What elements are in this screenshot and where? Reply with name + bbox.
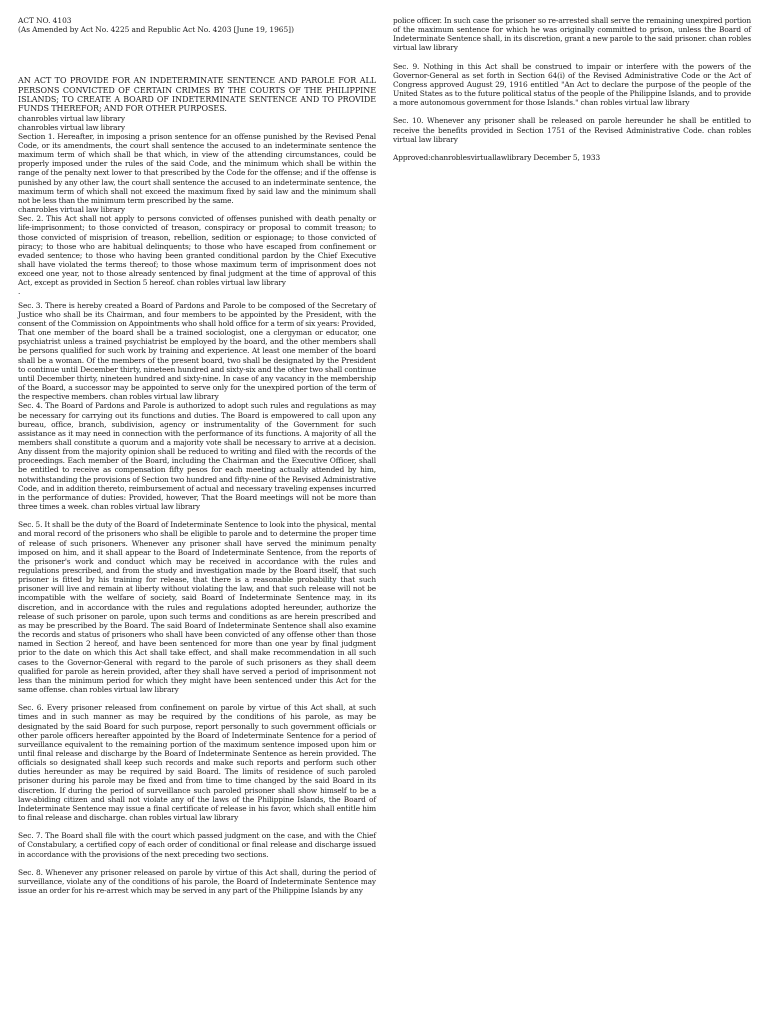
section-8-continued: police officer. In such case the prisoner so re-arrested shall serve the remaining unexpired portion of the maximum sentence for which he was originally committed to prison, unless the Board of Indeterminate Sentence shall, in its discretion, grant a new parole to the said prisoner. chan robles virtual law library <box>393 16 751 53</box>
stray-dot: . <box>18 287 21 297</box>
section-9: Sec. 9. Nothing in this Act shall be construed to impair or interfere with the powers of the Governor-General as set forth in Section 64(i) of the Revised Administrative Code or the Act of Congress approved August 29, 1916 entitled "An Act to declare the purpose of the people of the United States as to the future political status of the people of the Philippine Islands, and to provide a more autonomous government for those Islands." chan robles virtual law library <box>393 61 751 108</box>
section-10: Sec. 10. Whenever any prisoner shall be released on parole hereunder he shall be entitled to receive the benefits provided in Section 1751 of the Revised Administrative Code. chan robles virtual law library <box>393 116 751 144</box>
approval-date: Approved:chanroblesvirtuallawlibrary December 5, 1933 <box>393 152 601 162</box>
section-2: Sec. 2. This Act shall not apply to persons convicted of offenses punished with death penalty or life-imprisonment; to those convicted of treason, conspiracy or proposal to commit treason; to those convicted of misprision of treason, rebellion, sedition or espionage; to those convicted of piracy; to those who are habitual delinquents; to those who have escaped from confinement or evaded sentence; to those who having been granted conditional pardon by the Chief Executive shall have violated the terms thereof; to those whose maximum term of imprisonment does not exceed one year, not to those already sentenced by final judgment at the time of approval of this Act, except as provided in Section 5 hereof. chan robles virtual law library <box>18 214 376 288</box>
act-title: AN ACT TO PROVIDE FOR AN INDETERMINATE SENTENCE AND PAROLE FOR ALL PERSONS CONVICTED OF CERTAIN CRIMES BY THE COURTS OF THE PHILIPPINE ISLANDS; TO CREATE A BOARD OF INDETERMINATE SENTENCE AND TO PROVIDE FUNDS THEREFOR; AND FOR OTHER PURPOSES. <box>18 76 376 114</box>
library-tag: chanrobles virtual law library <box>18 122 125 132</box>
amendment-note: (As Amended by Act No. 4225 and Republic Act No. 4203 [June 19, 1965]) <box>18 25 294 35</box>
act-number: ACT NO. 4103 <box>18 16 72 25</box>
section-7: Sec. 7. The Board shall file with the court which passed judgment on the case, and with the Chief of Constabulary, a certified copy of each order of conditional or final release and discharge issued in accordance with the provisions of the next preceding two sections. <box>18 831 376 859</box>
section-3: Sec. 3. There is hereby created a Board of Pardons and Parole to be composed of the Secretary of Justice who shall be its Chairman, and four members to be appointed by the President, with the consent of the Commission on Appointments who shall hold office for a term of six years: Provided, That one member of the board shall be a trained sociologist, one a clergyman or educator, one psychiatrist unless a trained psychiatrist be employed by the board, and the other members shall be persons qualified for such work by training and experience. At least one member of the board shall be a woman. Of the members of the present board, two shall be designated by the President to continue until December thirty, nineteen hundred and sixty-six and the other two shall continue until December thirty, nineteen hundred and sixty-nine. In case of any vacancy in the membership of the Board, a successor may be appointed to serve only for the unexpired portion of the term of the respective members. chan robles virtual law library <box>18 300 376 402</box>
right-column <box>393 16 751 162</box>
library-tag: chanrobles virtual law library <box>18 205 125 215</box>
section-8: Sec. 8. Whenever any prisoner released on parole by virtue of this Act shall, during the period of surveillance, violate any of the conditions of his parole, the Board of Indeterminate Sentence may issue an order for his re-arrest which may be served in any part of the Philippine Islands by any <box>18 867 376 895</box>
library-tag: chanrobles virtual law library <box>18 113 125 123</box>
section-5: Sec. 5. It shall be the duty of the Board of Indeterminate Sentence to look into the physical, mental and moral record of the prisoners who shall be eligible to parole and to determine the proper time of release of such prisoners. Whenever any prisoner shall have served the minimum penalty imposed on him, and it shall appear to the Board of Indeterminate Sentence, from the reports of the prisoner's work and conduct which may be received in accordance with the rules and regulations prescribed, and from the study and investigation made by the Board itself, that such prisoner is fitted by his training for release, that there is a reasonable probability that such prisoner will live and remain at liberty without violating the law, and that such release will not be incompatible with the welfare of society, said Board of Indeterminate Sentence may, in its discretion, and in accordance with the rules and regulations adopted hereunder, authorize the release of such prisoner on parole, upon such terms and conditions as are herein prescribed and as may be prescribed by the Board. The said Board of Indeterminate Sentence shall also examine the records and status of prisoners who shall have been convicted of any offense other than those named in Section 2 hereof, and have been sentenced for more than one year by final judgment prior to the date on which this Act shall take effect, and shall make recommendation in all such cases to the Governor-General with regard to the parole of such prisoners as they shall deem qualified for parole as herein provided, after they shall have served a period of imprisonment not less than the minimum period for which they might have been sentenced under this Act for the same offense. chan robles virtual law library <box>18 520 376 695</box>
section-6: Sec. 6. Every prisoner released from confinement on parole by virtue of this Act shall, at such times and in such manner as may be required by the conditions of his parole, as may be designated by the said Board for such purpose, report personally to such government officials or other parole officers hereafter appointed by the Board of Indeterminate Sentence for a period of surveillance equivalent to the remaining portion of the maximum sentence imposed upon him or until final release and discharge by the Board of Indeterminate Sentence as herein provided. The officials so designated shall keep such records and make such reports and perform such other duties hereunder as may be required by said Board. The limits of residence of such paroled prisoner during his parole may be fixed and from time to time changed by the said Board in its discretion. If during the period of surveillance such paroled prisoner shall show himself to be a law-abiding citizen and shall not violate any of the laws of the Philippine Islands, the Board of Indeterminate Sentence may issue a final certificate of release in his favor, which shall entitle him to final release and discharge. chan robles virtual law library <box>18 703 376 823</box>
section-4: Sec. 4. The Board of Pardons and Parole is authorized to adopt such rules and regulations as may be necessary for carrying out its functions and duties. The Board is empowered to call upon any bureau, office, branch, subdivision, agency or instrumentality of the Government for such assistance as it may need in connection with the performance of its functions. A majority of all the members shall constitute a quorum and a majority vote shall be necessary to arrive at a decision. Any dissent from the majority opinion shall be reduced to writing and filed with the records of the proceedings. Each member of the Board, including the Chairman and the Executive Officer, shall be entitled to receive as compensation fifty pesos for each meeting actually attended by him, notwithstanding the provisions of Section two hundred and fifty-nine of the Revised Administrative Code, and in addition thereto, reimbursement of actual and necessary traveling expenses incurred in the performance of duties: Provided, however, That the Board meetings will not be more than three times a week. chan robles virtual law library <box>18 401 376 512</box>
left-column <box>18 16 376 895</box>
section-1: Section 1. Hereafter, in imposing a prison sentence for an offense punished by the Revised Penal Code, or its amendments, the court shall sentence the accused to an indeterminate sentence the maximum term of which shall be that which, in view of the attending circumstances, could be properly imposed under the rules of the said Code, and the minimum which shall be within the range of the penalty next lower to that prescribed by the Code for the offense; and if the offense is punished by any other law, the court shall sentence the accused to an indeterminate sentence, the maximum term of which shall not exceed the maximum fixed by said law and the minimum shall not be less than the minimum term prescribed by the same. <box>18 131 376 205</box>
